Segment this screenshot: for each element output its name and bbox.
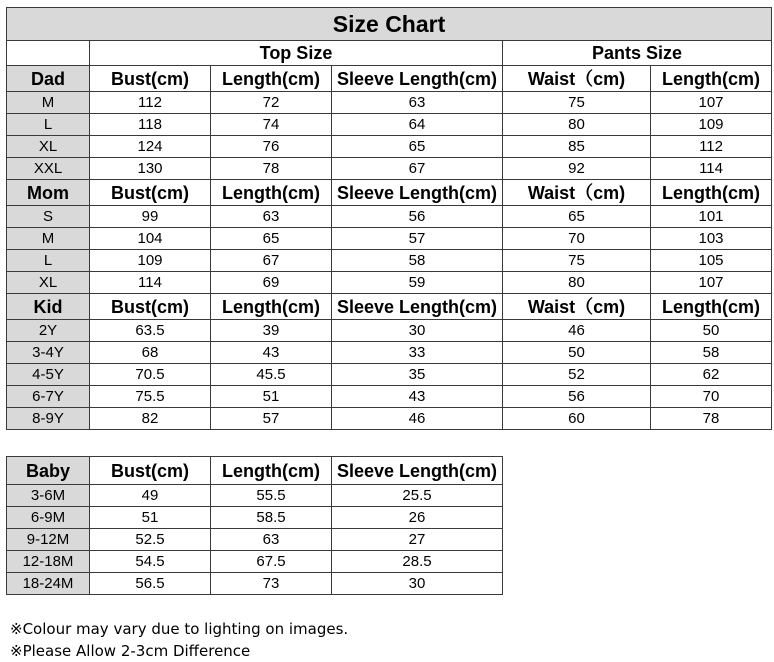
table-cell: 103 [651, 228, 772, 250]
size-label: 9-12M [7, 529, 90, 551]
table-cell: 58 [332, 250, 503, 272]
size-label: 18-24M [7, 573, 90, 595]
table-cell: 118 [90, 114, 211, 136]
table-row [7, 485, 503, 507]
table-row [7, 320, 772, 342]
size-label: S [7, 206, 90, 228]
column-header: Sleeve Length(cm) [332, 457, 503, 485]
table-cell: 112 [90, 92, 211, 114]
size-label: 2Y [7, 320, 90, 342]
table-cell: 130 [90, 158, 211, 180]
table-cell: 114 [651, 158, 772, 180]
table-cell: 78 [651, 408, 772, 430]
table-cell: 72 [211, 92, 332, 114]
table-cell: 50 [503, 342, 651, 364]
table-cell: 74 [211, 114, 332, 136]
table-cell: 65 [211, 228, 332, 250]
group-name: Kid [7, 294, 90, 320]
pants-size-header: Pants Size [503, 41, 772, 66]
table-row [7, 573, 503, 595]
table-cell: 70 [651, 386, 772, 408]
table-cell: 35 [332, 364, 503, 386]
size-label: 4-5Y [7, 364, 90, 386]
table-cell: 65 [332, 136, 503, 158]
table-cell: 70 [503, 228, 651, 250]
table-cell: 73 [211, 573, 332, 595]
column-header: Waist（cm) [503, 180, 651, 206]
size-label: 3-6M [7, 485, 90, 507]
table-cell: 56 [332, 206, 503, 228]
column-header: Waist（cm) [503, 66, 651, 92]
table-row [7, 364, 772, 386]
size-label: 3-4Y [7, 342, 90, 364]
table-cell: 25.5 [332, 485, 503, 507]
column-header: Length(cm) [211, 180, 332, 206]
column-header: Waist（cm) [503, 294, 651, 320]
table-cell: 92 [503, 158, 651, 180]
table-row [7, 114, 772, 136]
group-header-row [7, 66, 772, 92]
size-label: M [7, 92, 90, 114]
table-cell: 75.5 [90, 386, 211, 408]
table-cell: 49 [90, 485, 211, 507]
table-cell: 69 [211, 272, 332, 294]
column-header: Bust(cm) [90, 294, 211, 320]
group-header-row [7, 180, 772, 206]
size-label: 8-9Y [7, 408, 90, 430]
table-cell: 39 [211, 320, 332, 342]
table-cell: 114 [90, 272, 211, 294]
column-header: Length(cm) [211, 66, 332, 92]
table-cell: 51 [90, 507, 211, 529]
column-header: Sleeve Length(cm) [332, 180, 503, 206]
table-cell: 54.5 [90, 551, 211, 573]
table-row [7, 158, 772, 180]
group-header-row [7, 294, 772, 320]
size-label: 6-9M [7, 507, 90, 529]
table-cell: 63 [211, 206, 332, 228]
table-cell: 57 [211, 408, 332, 430]
table-cell: 30 [332, 573, 503, 595]
table-cell: 46 [503, 320, 651, 342]
table-cell: 52.5 [90, 529, 211, 551]
table-cell: 104 [90, 228, 211, 250]
table-cell: 59 [332, 272, 503, 294]
baby-size-table [6, 456, 503, 595]
column-header: Length(cm) [651, 180, 772, 206]
table-cell: 70.5 [90, 364, 211, 386]
table-cell: 80 [503, 114, 651, 136]
group-name: Baby [7, 457, 90, 485]
table-cell: 58 [651, 342, 772, 364]
table-cell: 63.5 [90, 320, 211, 342]
table-cell: 56 [503, 386, 651, 408]
size-label: L [7, 114, 90, 136]
table-cell: 63 [332, 92, 503, 114]
size-label: XL [7, 136, 90, 158]
table-cell: 109 [90, 250, 211, 272]
table-cell: 85 [503, 136, 651, 158]
table-row [7, 272, 772, 294]
table-cell: 107 [651, 92, 772, 114]
table-row [7, 529, 503, 551]
table-cell: 105 [651, 250, 772, 272]
column-header: Bust(cm) [90, 180, 211, 206]
size-label: L [7, 250, 90, 272]
column-header: Length(cm) [651, 66, 772, 92]
table-cell: 43 [211, 342, 332, 364]
table-cell: 99 [90, 206, 211, 228]
table-cell: 46 [332, 408, 503, 430]
table-cell: 65 [503, 206, 651, 228]
column-header: Bust(cm) [90, 457, 211, 485]
column-header: Length(cm) [211, 457, 332, 485]
table-cell: 112 [651, 136, 772, 158]
table-cell: 33 [332, 342, 503, 364]
size-label: XXL [7, 158, 90, 180]
colour-note: ※Colour may vary due to lighting on images. [10, 620, 349, 638]
table-cell: 63 [211, 529, 332, 551]
difference-note: ※Please Allow 2-3cm Difference [10, 642, 251, 660]
table-cell: 55.5 [211, 485, 332, 507]
table-cell: 76 [211, 136, 332, 158]
chart-title: Size Chart [7, 8, 772, 41]
group-header-row [7, 457, 503, 485]
table-cell: 67 [211, 250, 332, 272]
table-cell: 58.5 [211, 507, 332, 529]
table-cell: 45.5 [211, 364, 332, 386]
size-label: 6-7Y [7, 386, 90, 408]
table-cell: 28.5 [332, 551, 503, 573]
column-header: Length(cm) [651, 294, 772, 320]
size-label: 12-18M [7, 551, 90, 573]
table-row [7, 206, 772, 228]
table-row [7, 136, 772, 158]
table-row [7, 250, 772, 272]
group-name: Mom [7, 180, 90, 206]
table-row [7, 507, 503, 529]
table-cell: 27 [332, 529, 503, 551]
column-header: Bust(cm) [90, 66, 211, 92]
table-cell: 75 [503, 250, 651, 272]
table-row [7, 228, 772, 250]
group-name: Dad [7, 66, 90, 92]
blank-corner [7, 41, 90, 66]
table-cell: 52 [503, 364, 651, 386]
size-chart-table [6, 7, 772, 430]
column-header: Length(cm) [211, 294, 332, 320]
table-cell: 64 [332, 114, 503, 136]
column-header: Sleeve Length(cm) [332, 294, 503, 320]
table-cell: 80 [503, 272, 651, 294]
table-cell: 62 [651, 364, 772, 386]
table-cell: 60 [503, 408, 651, 430]
table-cell: 67 [332, 158, 503, 180]
table-cell: 124 [90, 136, 211, 158]
table-cell: 101 [651, 206, 772, 228]
size-label: M [7, 228, 90, 250]
table-cell: 107 [651, 272, 772, 294]
table-cell: 43 [332, 386, 503, 408]
table-cell: 51 [211, 386, 332, 408]
table-row [7, 342, 772, 364]
table-cell: 68 [90, 342, 211, 364]
table-row [7, 386, 772, 408]
size-label: XL [7, 272, 90, 294]
table-cell: 50 [651, 320, 772, 342]
column-header: Sleeve Length(cm) [332, 66, 503, 92]
table-row [7, 551, 503, 573]
table-row [7, 92, 772, 114]
top-size-header: Top Size [90, 41, 503, 66]
table-cell: 30 [332, 320, 503, 342]
table-cell: 75 [503, 92, 651, 114]
table-cell: 67.5 [211, 551, 332, 573]
table-cell: 78 [211, 158, 332, 180]
table-cell: 56.5 [90, 573, 211, 595]
table-row [7, 408, 772, 430]
table-cell: 109 [651, 114, 772, 136]
table-cell: 82 [90, 408, 211, 430]
table-cell: 57 [332, 228, 503, 250]
table-cell: 26 [332, 507, 503, 529]
